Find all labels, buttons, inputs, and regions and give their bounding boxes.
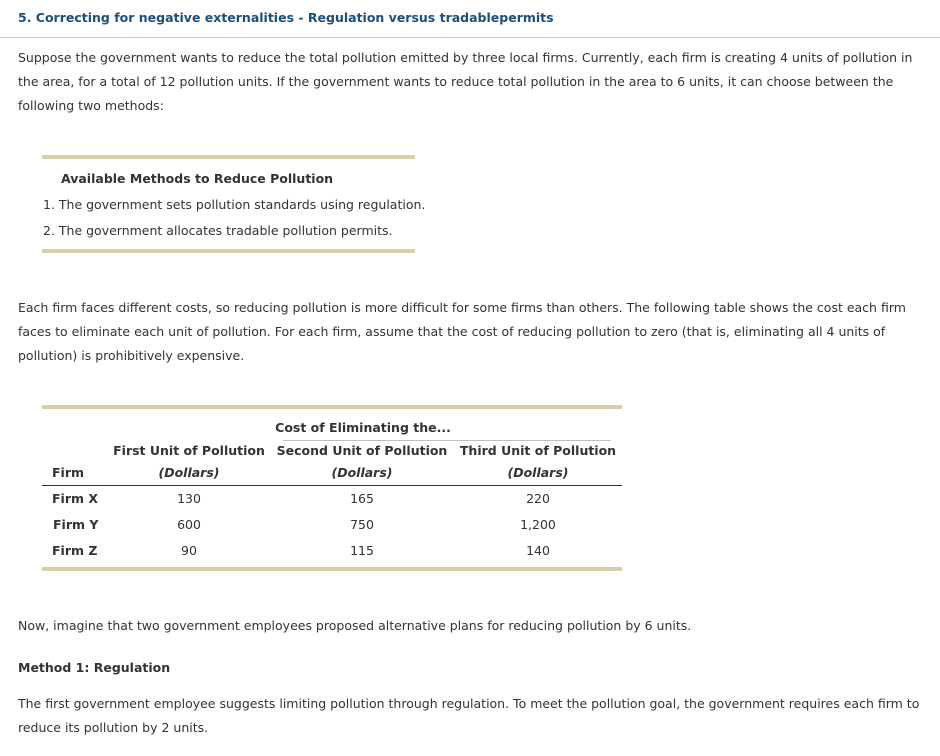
costs-paragraph: Each firm faces different costs, so reducing pollution is more difficult for some firms than others. The following table shows the cost each firm faces to eliminate each unit of pollution. For each firm, assume that the cost of reducing pollution to zero (that is, eliminating all 4 units of pollution) is prohibitively expensive. [18, 300, 906, 363]
column-header: Second Unit of Pollution [276, 443, 448, 458]
methods-box-title: Available Methods to Reduce Pollution [61, 171, 334, 186]
table-cell: 140 [526, 543, 550, 558]
table-cell: 165 [350, 491, 374, 506]
table-cell: 1,200 [520, 517, 556, 532]
table-row-firm: Firm Z [52, 543, 98, 558]
table-group-header: Cost of Eliminating the... [275, 420, 451, 435]
page-title: 5. Correcting for negative externalities - Regulation versus tradablepermits [18, 10, 554, 25]
table-cell: 130 [177, 491, 201, 506]
table-row-firm: Firm X [52, 491, 99, 506]
methods-box [42, 155, 426, 253]
group-header-divider [283, 440, 611, 441]
table-cell: 220 [526, 491, 550, 506]
method1-heading: Method 1: Regulation [18, 660, 171, 675]
column-header: First Unit of Pollution [113, 443, 265, 458]
title-divider [0, 37, 940, 38]
column-unit: (Dollars) [331, 465, 393, 480]
column-header: Third Unit of Pollution [459, 443, 617, 458]
methods-box-item: 1. The government sets pollution standards using regulation. [43, 197, 426, 212]
cost-table [42, 405, 622, 571]
table-cell: 600 [177, 517, 201, 532]
table-header-divider [42, 485, 622, 486]
column-unit: (Dollars) [507, 465, 569, 480]
column-unit: (Dollars) [158, 465, 220, 480]
method1-paragraph: The first government employee suggests limiting pollution through regulation. To meet the pollution goal, the government requires each firm to reduce its pollution by 2 units. [18, 696, 920, 735]
firm-column-header: Firm [52, 465, 85, 480]
table-row-firm: Firm Y [53, 517, 99, 532]
table-cell: 750 [350, 517, 374, 532]
plans-paragraph: Now, imagine that two government employees proposed alternative plans for reducing pollution by 6 units. [18, 618, 692, 633]
table-cell: 90 [181, 543, 197, 558]
intro-paragraph: Suppose the government wants to reduce the total pollution emitted by three local firms. Currently, each firm is creating 4 units of pollution in the area, for a total of 12 pollution units. If the government wants to reduce total pollution in the area to 6 units, it can choose between the following two methods: [18, 50, 913, 113]
table-cell: 115 [350, 543, 374, 558]
methods-box-item: 2. The government allocates tradable pollution permits. [43, 223, 393, 238]
